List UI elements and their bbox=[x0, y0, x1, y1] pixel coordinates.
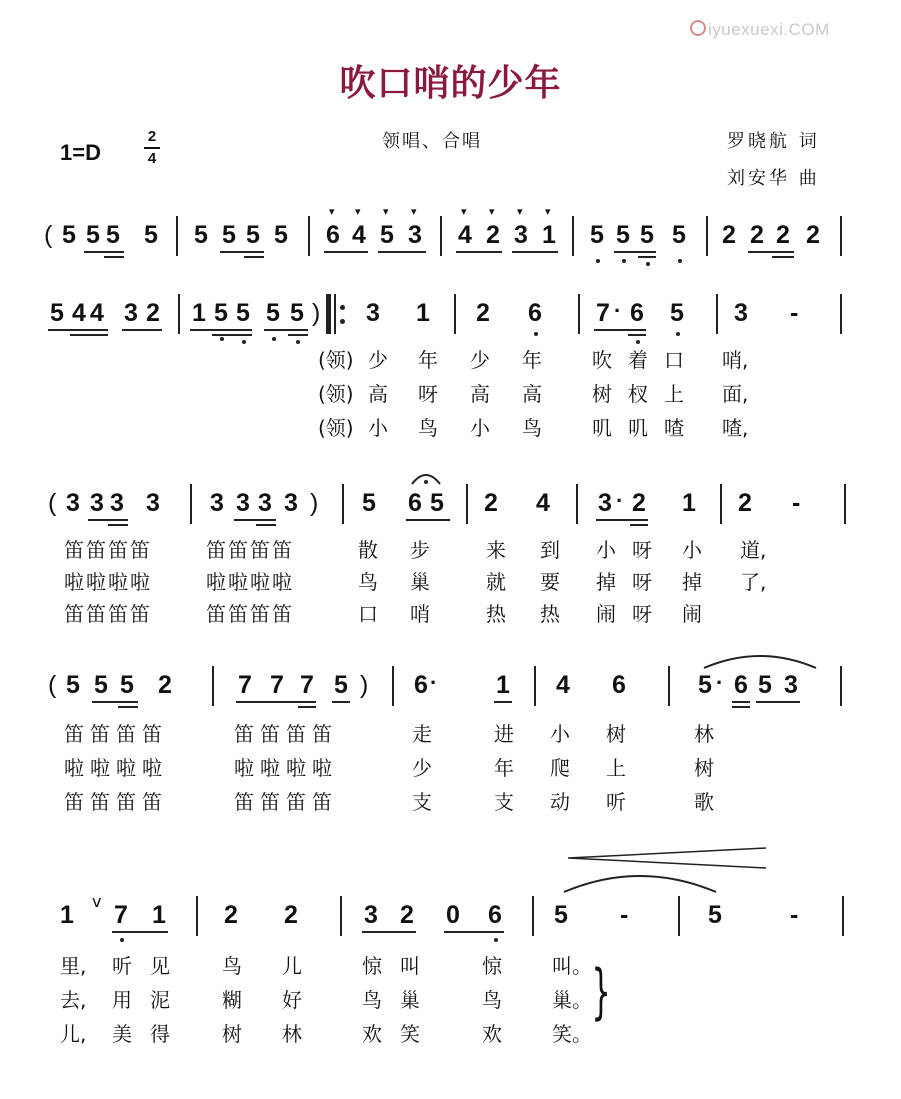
bar-line bbox=[212, 666, 214, 706]
note: 4 bbox=[458, 221, 472, 249]
score-row-3 bbox=[0, 484, 901, 524]
note: 7 bbox=[596, 299, 610, 327]
time-top: 2 bbox=[147, 128, 157, 145]
note: 3 bbox=[784, 671, 798, 699]
lyric: 进 bbox=[494, 722, 514, 746]
note: 6 bbox=[488, 901, 502, 929]
lyric: 儿 bbox=[282, 954, 302, 978]
bar-line bbox=[572, 216, 574, 256]
lyric: 上 bbox=[606, 756, 626, 780]
accent-icon: ▾ bbox=[545, 205, 551, 218]
lyric-prefix: 笛笛笛笛 bbox=[64, 602, 152, 626]
bar-line bbox=[392, 666, 394, 706]
time-bottom: 4 bbox=[147, 150, 157, 167]
lyric: 小 bbox=[596, 538, 616, 562]
bar-line bbox=[308, 216, 310, 256]
dash: - bbox=[790, 299, 799, 327]
note: 6 bbox=[414, 671, 428, 699]
lyric-prefix: 笛笛笛笛 bbox=[234, 722, 338, 746]
note: 5 bbox=[246, 221, 260, 249]
note: 6 bbox=[612, 671, 626, 699]
lyric: 鸟 bbox=[418, 416, 438, 440]
lyric: 树 bbox=[606, 722, 626, 746]
bar-line bbox=[840, 294, 842, 334]
note: 2 bbox=[776, 221, 790, 249]
bar-line bbox=[840, 216, 842, 256]
note: 2 bbox=[722, 221, 736, 249]
note: 3 bbox=[66, 489, 80, 517]
bar-line bbox=[196, 896, 198, 936]
lyric: 高 bbox=[368, 382, 388, 406]
note: 5 bbox=[672, 221, 686, 249]
lyric: 散 bbox=[358, 538, 378, 562]
breath-mark-icon: v bbox=[92, 892, 102, 911]
note: 3 bbox=[110, 489, 124, 517]
note: 5 bbox=[194, 221, 208, 249]
lyric: 哨, bbox=[722, 348, 749, 372]
lyric-prefix: 笛笛笛笛 bbox=[206, 538, 294, 562]
bar-line bbox=[578, 294, 580, 334]
lyric: 年 bbox=[494, 756, 514, 780]
lyric: 泥 bbox=[150, 988, 170, 1012]
lyric: 口 bbox=[358, 602, 378, 626]
lyric-prefix: 笛笛笛笛 bbox=[234, 790, 338, 814]
note: 5 bbox=[94, 671, 108, 699]
lyric: 好 bbox=[282, 988, 302, 1012]
note: 1 bbox=[192, 299, 206, 327]
key-signature: 1=D bbox=[60, 140, 101, 165]
bar-line bbox=[840, 666, 842, 706]
note: 5 bbox=[106, 221, 120, 249]
bar-line bbox=[176, 216, 178, 256]
lyric: 小 bbox=[682, 538, 702, 562]
lyric: 口 bbox=[664, 348, 684, 372]
lyric: 少 bbox=[368, 348, 388, 372]
note: 7 bbox=[270, 671, 284, 699]
bar-line bbox=[668, 666, 670, 706]
note: 2 bbox=[224, 901, 238, 929]
lyric: 动 bbox=[550, 790, 570, 814]
note: 5 bbox=[120, 671, 134, 699]
lyric: 了, bbox=[740, 570, 767, 594]
note: 2 bbox=[632, 489, 646, 517]
lyric: 呀 bbox=[632, 602, 652, 626]
note: 2 bbox=[486, 221, 500, 249]
note: 5 bbox=[670, 299, 684, 327]
lyric: 着 bbox=[628, 348, 648, 372]
note: 3 bbox=[236, 489, 250, 517]
lyric-prefix: 啦啦啦啦 bbox=[64, 756, 168, 780]
note: 5 bbox=[380, 221, 394, 249]
accent-icon: ▾ bbox=[489, 205, 495, 218]
note: 5 bbox=[274, 221, 288, 249]
open-paren: ( bbox=[48, 489, 57, 517]
dash: - bbox=[790, 901, 799, 929]
lyric: 呀 bbox=[632, 570, 652, 594]
lyric: 糊 bbox=[222, 988, 242, 1012]
lyric: 里, bbox=[60, 954, 87, 978]
note: 5 bbox=[50, 299, 64, 327]
lyric: 树 bbox=[694, 756, 714, 780]
accent-icon: ▾ bbox=[517, 205, 523, 218]
bar-line bbox=[454, 294, 456, 334]
note: 3 bbox=[210, 489, 224, 517]
decrescendo-icon bbox=[566, 846, 768, 870]
lyric: 鸟 bbox=[482, 988, 502, 1012]
lyric-lead: (领) bbox=[318, 382, 354, 406]
note: 6 bbox=[734, 671, 748, 699]
lyric: 惊 bbox=[362, 954, 382, 978]
note: 3 bbox=[364, 901, 378, 929]
note: 5 bbox=[266, 299, 280, 327]
lyric: 见 bbox=[150, 954, 170, 978]
note: 5 bbox=[86, 221, 100, 249]
note: 6 bbox=[528, 299, 542, 327]
lyric-prefix: 笛笛笛笛 bbox=[64, 538, 152, 562]
lyric: 小 bbox=[550, 722, 570, 746]
lyric: 鸟 bbox=[358, 570, 378, 594]
lyric: 闹 bbox=[682, 602, 702, 626]
lyric: 面, bbox=[722, 382, 749, 406]
note: 4 bbox=[90, 299, 104, 327]
note: 2 bbox=[738, 489, 752, 517]
note: 6 bbox=[408, 489, 422, 517]
note: 5 bbox=[590, 221, 604, 249]
lyric: 就 bbox=[486, 570, 506, 594]
lyric-prefix: 笛笛笛笛 bbox=[206, 602, 294, 626]
lyric: 要 bbox=[540, 570, 560, 594]
lyric: 听 bbox=[606, 790, 626, 814]
lyric: 喳 bbox=[664, 416, 684, 440]
note: 5 bbox=[66, 671, 80, 699]
lyric: 支 bbox=[412, 790, 432, 814]
lyric: 到 bbox=[540, 538, 560, 562]
note: 0 bbox=[446, 901, 460, 929]
score-row-4 bbox=[0, 666, 901, 706]
note: 5 bbox=[708, 901, 722, 929]
accent-icon: ▾ bbox=[355, 205, 361, 218]
lyric: 掉 bbox=[596, 570, 616, 594]
lyric: 年 bbox=[418, 348, 438, 372]
lyricist-credit: 罗晓航 词 bbox=[727, 131, 820, 152]
dot-mark: · bbox=[614, 298, 622, 323]
dot-mark: · bbox=[616, 488, 624, 513]
lyric: 树 bbox=[222, 1022, 242, 1046]
lyric: 小 bbox=[368, 416, 388, 440]
score-row-1 bbox=[0, 205, 901, 256]
lyric: 鸟 bbox=[222, 954, 242, 978]
lyric: 小 bbox=[470, 416, 490, 440]
score-row-5 bbox=[0, 892, 901, 936]
lyric: 喳, bbox=[722, 416, 749, 440]
verse-brace: } bbox=[591, 957, 611, 1027]
bar-line bbox=[440, 216, 442, 256]
note: 2 bbox=[400, 901, 414, 929]
note: 7 bbox=[238, 671, 252, 699]
composer-credit: 刘安华 曲 bbox=[727, 168, 820, 189]
note: 1 bbox=[416, 299, 430, 327]
note: 5 bbox=[430, 489, 444, 517]
note: 3 bbox=[366, 299, 380, 327]
note: 2 bbox=[806, 221, 820, 249]
lyric: 欢 bbox=[362, 1022, 382, 1046]
note: 5 bbox=[616, 221, 630, 249]
lyric: 用 bbox=[112, 988, 132, 1012]
note: 3 bbox=[146, 489, 160, 517]
lyric: 杈 bbox=[628, 382, 648, 406]
note: 2 bbox=[146, 299, 160, 327]
lyric: 掉 bbox=[682, 570, 702, 594]
note: 1 bbox=[496, 671, 510, 699]
lyric: 叫 bbox=[400, 954, 420, 978]
lyric: 少 bbox=[470, 348, 490, 372]
lyric: 去, bbox=[60, 988, 87, 1012]
note: 5 bbox=[144, 221, 158, 249]
lyric: 林 bbox=[694, 722, 714, 746]
score-row-2 bbox=[0, 294, 901, 334]
note: 5 bbox=[640, 221, 654, 249]
lyric: 哨 bbox=[410, 602, 430, 626]
note: 5 bbox=[334, 671, 348, 699]
slur-icon bbox=[700, 650, 820, 670]
dash: - bbox=[620, 901, 629, 929]
bar-line bbox=[716, 294, 718, 334]
fermata-icon bbox=[410, 468, 442, 486]
site-watermark: iyuexuexi.COM bbox=[690, 20, 830, 40]
note: 5 bbox=[62, 221, 76, 249]
tie-icon bbox=[560, 870, 720, 894]
note: 2 bbox=[158, 671, 172, 699]
lyric: 呀 bbox=[632, 538, 652, 562]
lyric: 林 bbox=[282, 1022, 302, 1046]
bar-line bbox=[576, 484, 578, 524]
lyric: 来 bbox=[486, 538, 506, 562]
lyric: 惊 bbox=[482, 954, 502, 978]
lyric: 叫。 bbox=[552, 954, 592, 978]
lyric: 巢。 bbox=[552, 988, 592, 1012]
song-title: 吹口哨的少年 bbox=[339, 63, 562, 104]
note: 5 bbox=[222, 221, 236, 249]
lyric: 步 bbox=[410, 538, 430, 562]
bar-line bbox=[842, 896, 844, 936]
accent-icon: ▾ bbox=[383, 205, 389, 218]
lyric-prefix: 啦啦啦啦 bbox=[64, 570, 152, 594]
note: 5 bbox=[236, 299, 250, 327]
note: 6 bbox=[630, 299, 644, 327]
bar-line bbox=[678, 896, 680, 936]
lyric: 树 bbox=[592, 382, 612, 406]
lyric: 巢 bbox=[400, 988, 420, 1012]
note: 1 bbox=[682, 489, 696, 517]
lyric: 听 bbox=[112, 954, 132, 978]
close-paren: ) bbox=[312, 299, 321, 327]
lyric-lead: (领) bbox=[318, 348, 354, 372]
lyric: 高 bbox=[522, 382, 542, 406]
lyric: 叽 bbox=[628, 416, 648, 440]
note: 7 bbox=[114, 901, 128, 929]
note: 2 bbox=[284, 901, 298, 929]
lyric: 吹 bbox=[592, 348, 612, 372]
note: 1 bbox=[542, 221, 556, 249]
bar-line bbox=[532, 896, 534, 936]
accent-icon: ▾ bbox=[329, 205, 335, 218]
lyric: 爬 bbox=[550, 756, 570, 780]
note: 4 bbox=[72, 299, 86, 327]
lyric: 年 bbox=[522, 348, 542, 372]
bar-line bbox=[190, 484, 192, 524]
lyric: 欢 bbox=[482, 1022, 502, 1046]
note: 5 bbox=[362, 489, 376, 517]
close-paren: ) bbox=[360, 671, 369, 699]
note: 2 bbox=[476, 299, 490, 327]
bar-line bbox=[844, 484, 846, 524]
note: 3 bbox=[514, 221, 528, 249]
note: 2 bbox=[750, 221, 764, 249]
lyric: 道, bbox=[740, 538, 767, 562]
open-paren: ( bbox=[44, 221, 53, 249]
watermark-logo-icon bbox=[690, 20, 706, 36]
lyric: 高 bbox=[470, 382, 490, 406]
note: 2 bbox=[484, 489, 498, 517]
performance-type: 领唱、合唱 bbox=[382, 131, 482, 152]
note: 3 bbox=[258, 489, 272, 517]
dash: - bbox=[792, 489, 801, 517]
repeat-start-bar bbox=[326, 294, 331, 334]
note: 1 bbox=[152, 901, 166, 929]
note: 5 bbox=[698, 671, 712, 699]
accent-icon: ▾ bbox=[461, 205, 467, 218]
note: 3 bbox=[90, 489, 104, 517]
note: 3 bbox=[408, 221, 422, 249]
note: 1 bbox=[60, 901, 74, 929]
note: 4 bbox=[536, 489, 550, 517]
accent-icon: ▾ bbox=[411, 205, 417, 218]
lyric-prefix: 啦啦啦啦 bbox=[206, 570, 294, 594]
lyric: 热 bbox=[486, 602, 506, 626]
note: 5 bbox=[554, 901, 568, 929]
dot-mark: · bbox=[430, 670, 438, 695]
lyric: 呀 bbox=[418, 382, 438, 406]
lyric: 笑。 bbox=[552, 1022, 592, 1046]
lyric: 笑 bbox=[400, 1022, 420, 1046]
time-signature bbox=[142, 127, 162, 169]
lyric: 歌 bbox=[694, 790, 714, 814]
lyric: 闹 bbox=[596, 602, 616, 626]
note: 3 bbox=[124, 299, 138, 327]
bar-line bbox=[706, 216, 708, 256]
bar-line bbox=[720, 484, 722, 524]
lyric-prefix: 笛笛笛笛 bbox=[64, 790, 168, 814]
lyric: 美 bbox=[112, 1022, 132, 1046]
note: 6 bbox=[326, 221, 340, 249]
lyric-prefix: 笛笛笛笛 bbox=[64, 722, 168, 746]
note: 3 bbox=[284, 489, 298, 517]
lyric: 儿, bbox=[60, 1022, 87, 1046]
lyric: 走 bbox=[412, 722, 432, 746]
note: 3 bbox=[598, 489, 612, 517]
open-paren: ( bbox=[48, 671, 57, 699]
note: 4 bbox=[556, 671, 570, 699]
bar-line bbox=[340, 896, 342, 936]
lyric: 支 bbox=[494, 790, 514, 814]
lyric: 鸟 bbox=[522, 416, 542, 440]
note: 5 bbox=[290, 299, 304, 327]
note: 4 bbox=[352, 221, 366, 249]
bar-line bbox=[178, 294, 180, 334]
note: 7 bbox=[300, 671, 314, 699]
lyric: 热 bbox=[540, 602, 560, 626]
lyric: 巢 bbox=[410, 570, 430, 594]
close-paren: ) bbox=[310, 489, 319, 517]
repeat-dots bbox=[340, 302, 346, 328]
lyric: 少 bbox=[412, 756, 432, 780]
lyric-lead: (领) bbox=[318, 416, 354, 440]
note: 5 bbox=[214, 299, 228, 327]
note: 3 bbox=[734, 299, 748, 327]
note: 5 bbox=[758, 671, 772, 699]
lyric: 得 bbox=[150, 1022, 170, 1046]
bar-line bbox=[466, 484, 468, 524]
lyric: 鸟 bbox=[362, 988, 382, 1012]
dot-mark: · bbox=[716, 670, 724, 695]
lyric: 上 bbox=[664, 382, 684, 406]
lyric: 叽 bbox=[592, 416, 612, 440]
bar-line bbox=[534, 666, 536, 706]
lyric-prefix: 啦啦啦啦 bbox=[234, 756, 338, 780]
bar-line bbox=[342, 484, 344, 524]
